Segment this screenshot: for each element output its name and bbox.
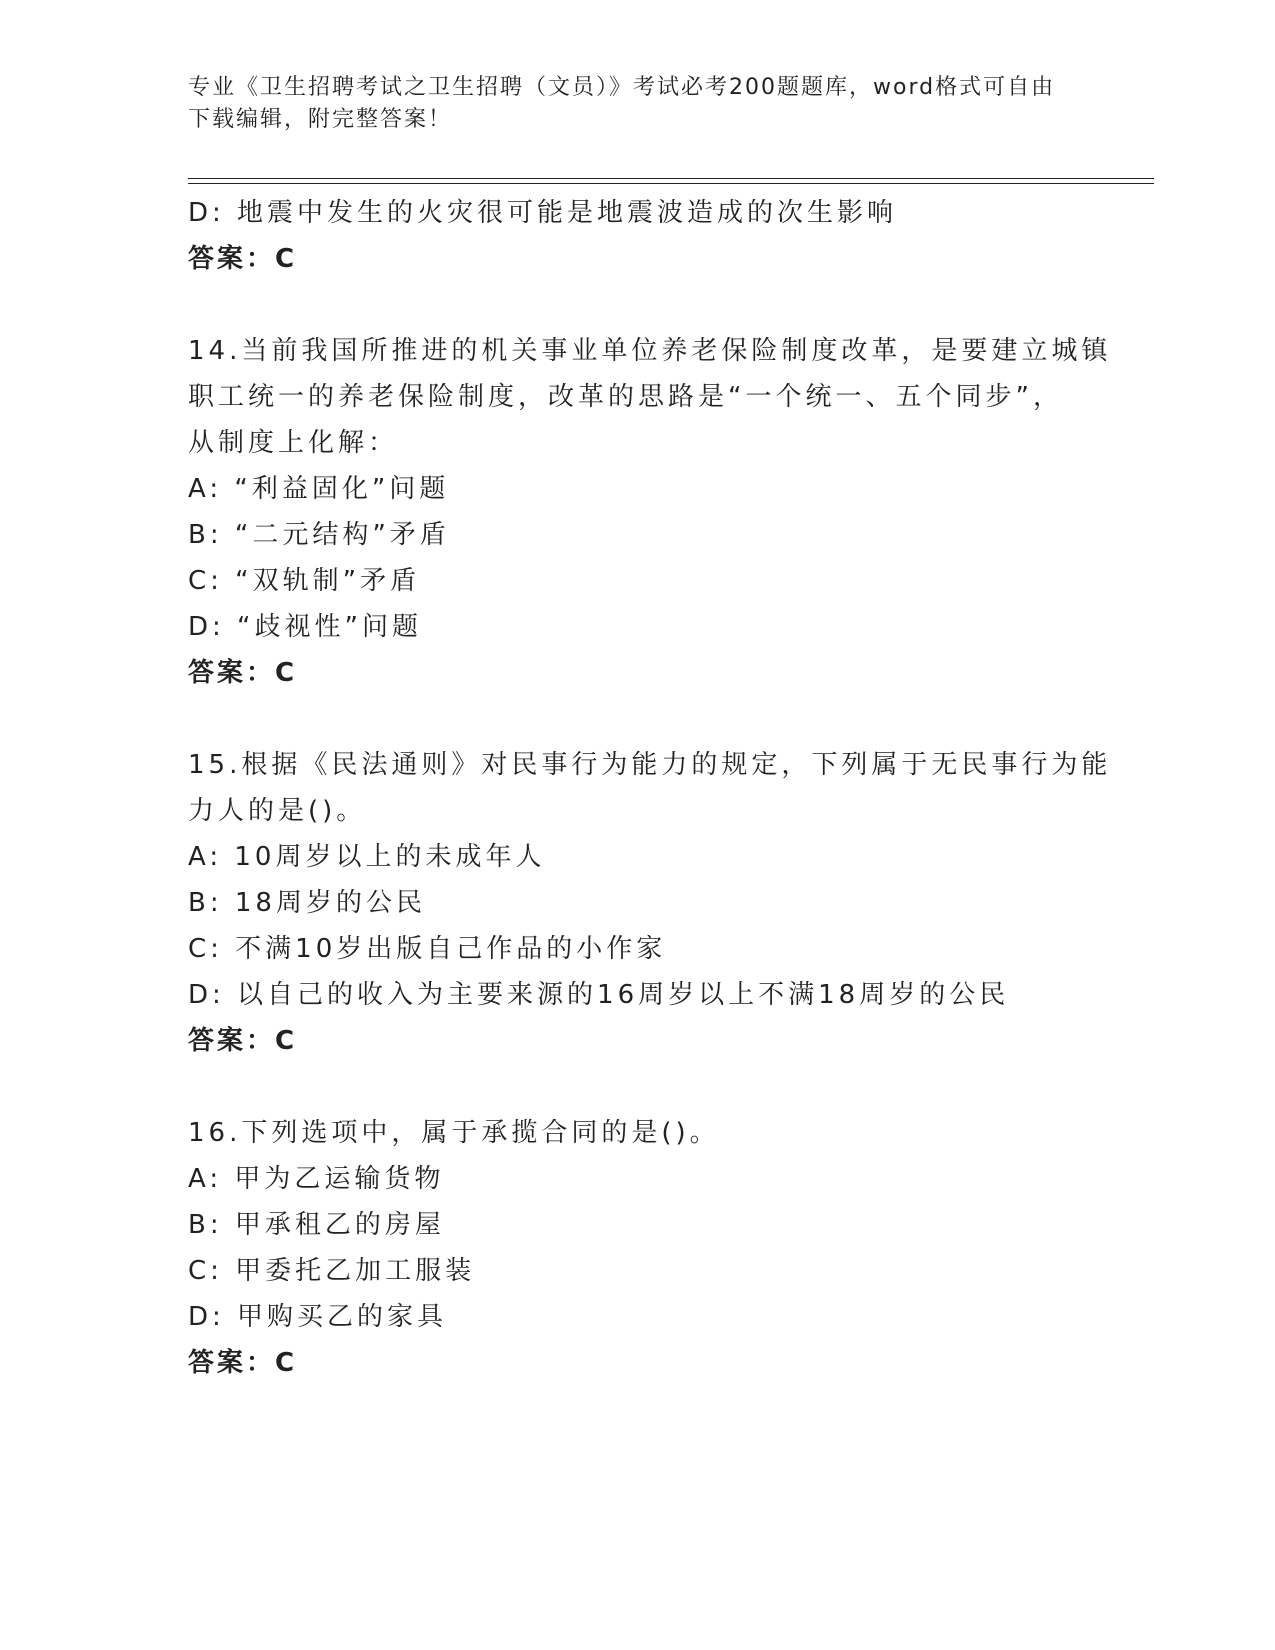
spacer: [188, 282, 1088, 328]
spacer: [188, 1064, 1088, 1110]
answer: 答案：C: [188, 658, 298, 688]
header-rule-top: [188, 178, 1154, 179]
question-text: 16.下列选项中，属于承揽合同的是()。: [188, 1118, 720, 1148]
question-16: [188, 1110, 1088, 1386]
option-d: D: 地震中发生的火灾很可能是地震波造成的次生影响: [188, 198, 898, 228]
header-rule-bottom: [188, 183, 1154, 184]
option-c: C: 不满10岁出版自己作品的小作家: [188, 934, 667, 964]
option-c: C: “双轨制”矛盾: [188, 566, 421, 596]
option-a: A: “利益固化”问题: [188, 474, 450, 504]
option-b: B: 18周岁的公民: [188, 888, 426, 918]
question-text: 职工统一的养老保险制度，改革的思路是“一个统一、五个同步”，: [188, 382, 1063, 412]
answer: 答案：C: [188, 1026, 298, 1056]
question-14: [188, 328, 1112, 696]
question-fragment: [188, 190, 1088, 282]
option-d: D: 以自己的收入为主要来源的16周岁以上不满18周岁的公民: [188, 980, 1010, 1010]
document-body: [188, 190, 1112, 1386]
spacer: [188, 696, 1088, 742]
option-a: A: 甲为乙运输货物: [188, 1164, 445, 1194]
option-b: B: 甲承租乙的房屋: [188, 1210, 445, 1240]
page-header: 专业《卫生招聘考试之卫生招聘（文员）》考试必考200题题库，word格式可自由下载编辑，附完整答案！: [188, 75, 1056, 132]
question-text: 从制度上化解：: [188, 428, 399, 458]
option-d: D: 甲购买乙的家具: [188, 1302, 448, 1332]
answer: 答案：C: [188, 1348, 298, 1378]
answer: 答案：C: [188, 244, 298, 274]
option-a: A: 10周岁以上的未成年人: [188, 842, 546, 872]
option-d: D: “歧视性”问题: [188, 612, 422, 642]
question-text: 15.根据《民法通则》对民事行为能力的规定，下列属于无民事行为能: [188, 750, 1112, 780]
option-b: B: “二元结构”矛盾: [188, 520, 450, 550]
question-text: 14.当前我国所推进的机关事业单位养老保险制度改革，是要建立城镇: [188, 336, 1112, 366]
question-15: [188, 742, 1112, 1064]
question-text: 力人的是()。: [188, 796, 367, 826]
option-c: C: 甲委托乙加工服装: [188, 1256, 476, 1286]
